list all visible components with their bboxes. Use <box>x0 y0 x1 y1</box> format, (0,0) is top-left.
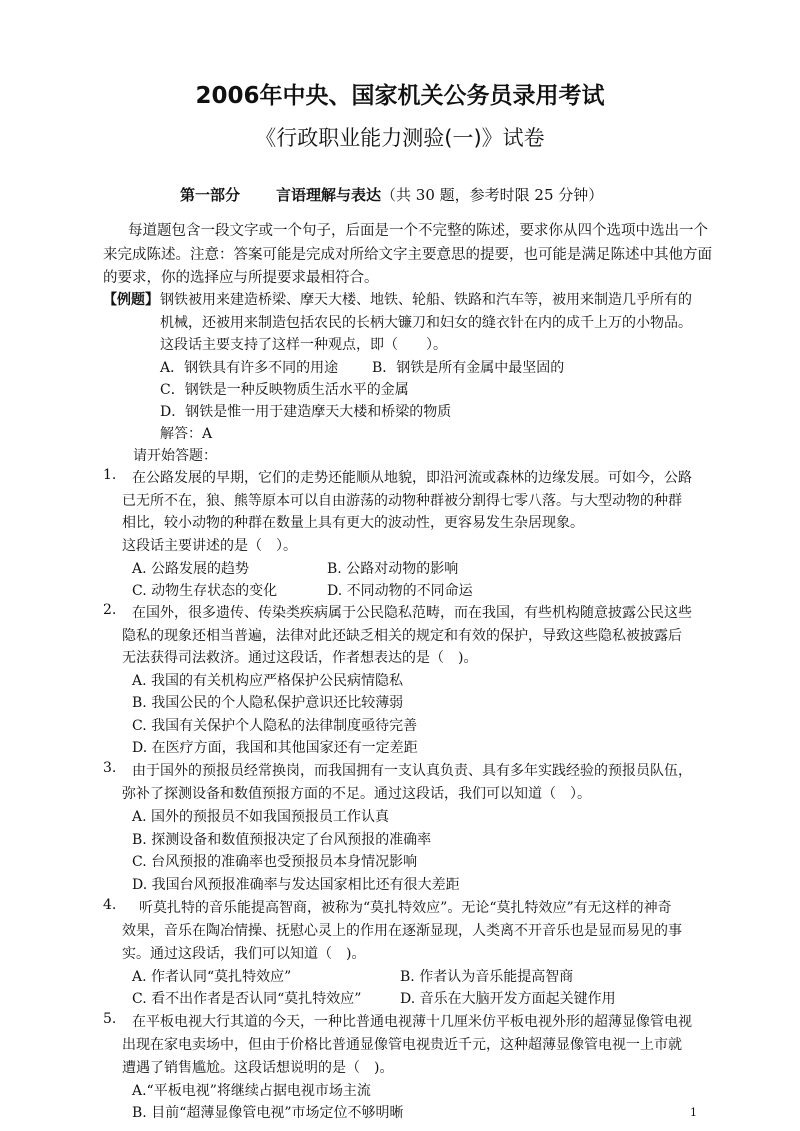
question-option: D. 音乐在大脑开发方面起关键作用 <box>400 991 616 1007</box>
page-number: 1 <box>690 1106 697 1119</box>
question-text-line: 弥补了探测设备和数值预报方面的不足。通过这段话，我们可以知道（ ）。 <box>122 786 591 802</box>
question-option: A. 公路发展的趋势 <box>132 561 250 577</box>
question-option: D. 不同动物的不同命运 <box>327 583 473 599</box>
question-text-line: 隐私的现象还相当普遍，法律对此还缺乏相关的规定和有效的保护，导致这些隐私被披露后 <box>122 628 682 644</box>
instructions-line: 每道题包含一段文字或一个句子，后面是一个不完整的陈述，要求你从四个选项中选出一个 <box>128 223 708 239</box>
question-text-line: 已无所不在，狼、熊等原本可以自由游荡的动物种群被分割得七零八落。与大型动物的种群 <box>122 493 682 509</box>
question-number: 5. <box>103 1011 117 1027</box>
section-name: 言语理解与表达 <box>276 186 382 204</box>
question-text-line: 在公路发展的早期，它们的走势还能顺从地貌，即沿河流或森林的边缘发展。可如今，公路 <box>132 470 692 486</box>
question-text-line: 实。通过这段话，我们可以知道（ )。 <box>122 946 366 962</box>
question-text-line: 出现在家电卖场中，但由于价格比普通显像管电视贵近千元，这种超薄显像管电视一上市就 <box>122 1037 682 1053</box>
question-option: A. 国外的预报员不如我国预报员工作认真 <box>132 809 390 825</box>
example-option: A．钢铁具有许多不同的用途 <box>160 360 339 376</box>
exam-subtitle: 《行政职业能力测验(一)》试卷 <box>255 126 545 150</box>
question-option: C. 看不出作者是否认同“莫扎特效应” <box>132 991 362 1007</box>
question-option: A. 我国的有关机构应严格保护公民病情隐私 <box>132 673 404 689</box>
question-option: C. 台风预报的准确率也受预报员本身情况影响 <box>132 854 418 870</box>
question-text-line: 遭遇了销售尴尬。这段话想说明的是（ )。 <box>122 1060 394 1076</box>
example-label: 【例题】 <box>103 292 159 308</box>
question-text-line: 无法获得司法救济。通过这段话，作者想表达的是（ )。 <box>122 650 478 666</box>
question-option: B. 探测设备和数值预报决定了台风预报的准确率 <box>132 832 432 848</box>
question-text-line: 听莫扎特的音乐能提高智商，被称为“莫扎特效应”。无论“莫扎特效应”有无这样的神奇 <box>139 900 672 916</box>
question-option: B. 目前“超薄显像管电视”市场定位不够明晰 <box>132 1105 404 1121</box>
section-part: 第一部分 <box>180 186 241 204</box>
instructions-line: 来完成陈述。注意：答案可能是完成对所给文字主要意思的提要，也可能是满足陈述中其他方面 <box>103 247 712 263</box>
question-text-line: 相比，较小动物的种群在数量上具有更大的波动性，更容易发生杂居现象。 <box>122 515 584 531</box>
question-option: A. 作者认同“莫扎特效应” <box>132 969 292 985</box>
question-number: 3. <box>103 760 117 776</box>
example-text-line: 钢铁被用来建造桥梁、摩天大楼、地铁、轮船、铁路和汽车等，被用来制造几乎所有的 <box>160 292 692 308</box>
question-option: C. 动物生存状态的变化 <box>132 583 278 599</box>
question-text-line: 这段话主要讲述的是（ ）。 <box>122 538 297 554</box>
question-option: A.“平板电视”将继续占据电视市场主流 <box>132 1083 371 1099</box>
example-option: B．钢铁是所有金属中最坚固的 <box>372 360 565 376</box>
question-number: 4. <box>103 897 117 913</box>
example-text-line: 这段话主要支持了这样一种观点，即（ ）。 <box>160 337 447 353</box>
example-answer: 解答：A <box>160 426 213 442</box>
example-text-line: 机械，还被用来制造包括农民的长柄大镰刀和妇女的缝衣针在内的成千上万的小物品。 <box>160 315 692 331</box>
example-option: D．钢铁是惟一用于建造摩天大楼和桥梁的物质 <box>160 404 452 420</box>
question-option: C. 我国有关保护个人隐私的法律制度亟待完善 <box>132 718 418 734</box>
question-option: B. 公路对动物的影响 <box>327 561 459 577</box>
section-note: （共 30 题，参考时限 25 分钟） <box>381 186 604 204</box>
exam-title: 2006年中央、国家机关公务员录用考试 <box>195 83 605 109</box>
question-text-line: 在平板电视大行其道的今天，一种比普通电视薄十几厘米仿平板电视外形的超薄显像管电视 <box>132 1014 692 1030</box>
question-number: 2. <box>103 602 117 618</box>
section-header <box>180 184 603 205</box>
question-number: 1. <box>103 467 117 483</box>
question-option: B. 我国公民的个人隐私保护意识还比较薄弱 <box>132 695 404 711</box>
question-text-line: 在国外，很多遗传、传染类疾病属于公民隐私范畴，而在我国，有些机构随意披露公民这些 <box>132 605 692 621</box>
instructions-line: 的要求，你的选择应与所提要求最相符合。 <box>103 270 379 286</box>
question-option: B. 作者认为音乐能提高智商 <box>400 969 574 985</box>
example-option: C．钢铁是一种反映物质生活水平的金属 <box>160 382 409 398</box>
question-option: D. 我国台风预报准确率与发达国家相比还有很大差距 <box>132 877 460 893</box>
question-text-line: 由于国外的预报员经常换岗，而我国拥有一支认真负责、具有多年实践经验的预报员队伍， <box>132 763 692 779</box>
question-text-line: 效果，音乐在陶冶情操、抚慰心灵上的作用在逐渐显现，人类离不开音乐也是显而易见的事 <box>122 923 682 939</box>
question-option: D. 在医疗方面，我国和其他国家还有一定差距 <box>132 740 418 756</box>
start-prompt: 请开始答题： <box>133 448 217 464</box>
